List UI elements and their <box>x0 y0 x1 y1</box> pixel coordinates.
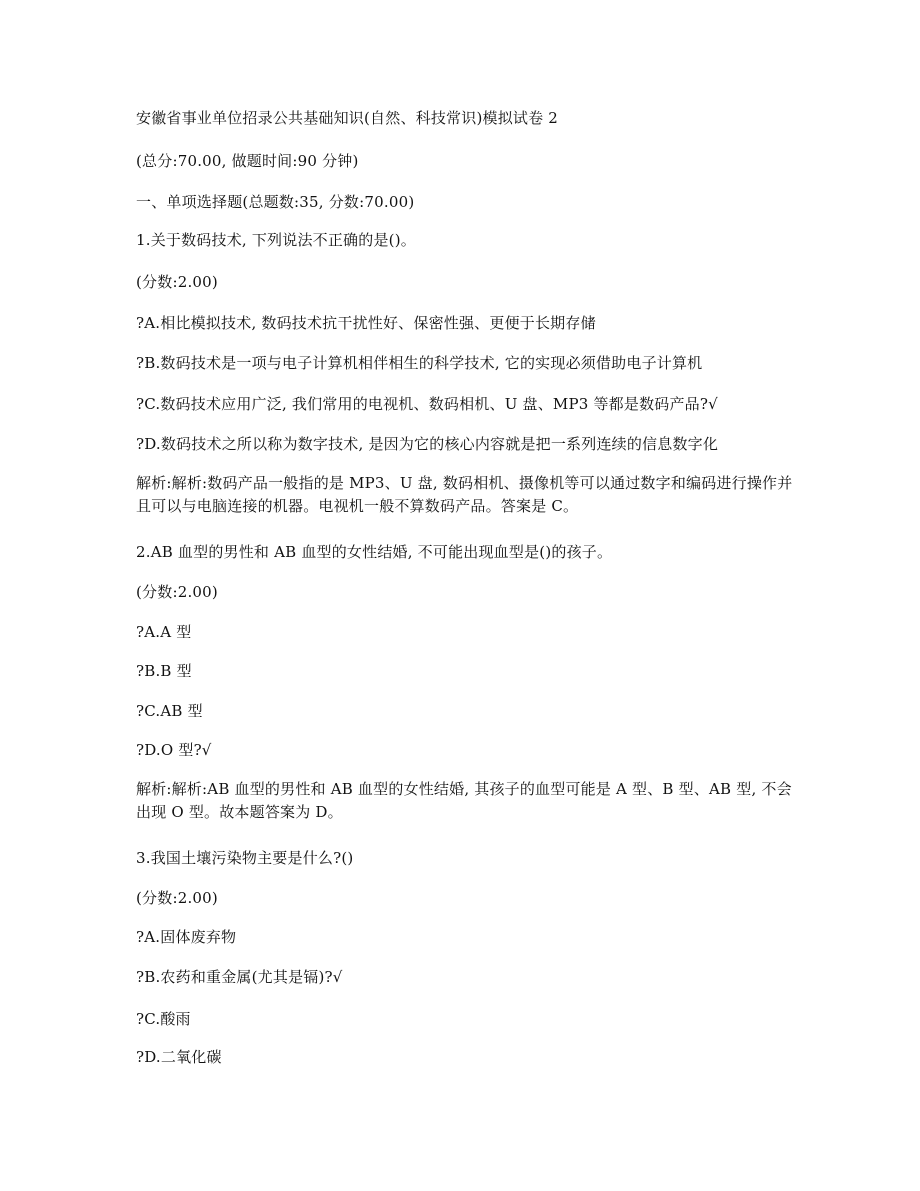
question-stem: 2.AB 血型的男性和 AB 血型的女性结婚, 不可能出现血型是()的孩子。 <box>136 543 613 561</box>
option-d: ?D.二氧化碳 <box>136 1048 222 1066</box>
exam-meta: (总分:70.00, 做题时间:90 分钟) <box>136 152 359 170</box>
answer-analysis: 解析:解析:数码产品一般指的是 MP3、U 盘, 数码相机、摄像机等可以通过数字和编码进行操作并且可以与电脑连接的机器。电视机一般不算数码产品。答案是 C。 <box>136 474 793 515</box>
question-score: (分数:2.00) <box>136 889 218 907</box>
option-d: ?D.数码技术之所以称为数字技术, 是因为它的核心内容就是把一系列连续的信息数字化 <box>136 435 719 453</box>
section-heading: 一、单项选择题(总题数:35, 分数:70.00) <box>136 193 415 211</box>
option-b: ?B.B 型 <box>136 662 192 680</box>
question-score: (分数:2.00) <box>136 583 218 601</box>
option-b: ?B.数码技术是一项与电子计算机相伴相生的科学技术, 它的实现必须借助电子计算机 <box>136 354 703 372</box>
option-c: ?C.酸雨 <box>136 1010 191 1028</box>
question-stem: 3.我国土壤污染物主要是什么?() <box>136 849 354 867</box>
option-a: ?A.相比模拟技术, 数码技术抗干扰性好、保密性强、更便于长期存储 <box>136 314 596 332</box>
answer-analysis: 解析:解析:AB 血型的男性和 AB 血型的女性结婚, 其孩子的血型可能是 A 型、B 型、AB 型, 不会出现 O 型。故本题答案为 D。 <box>136 780 792 821</box>
document-title: 安徽省事业单位招录公共基础知识(自然、科技常识)模拟试卷 2 <box>136 109 559 127</box>
option-d: ?D.O 型?√ <box>136 741 212 759</box>
option-c: ?C.数码技术应用广泛, 我们常用的电视机、数码相机、U 盘、MP3 等都是数码产品?√ <box>136 395 718 413</box>
option-a: ?A.固体废弃物 <box>136 928 237 946</box>
option-a: ?A.A 型 <box>136 623 192 641</box>
option-b: ?B.农药和重金属(尤其是镉)?√ <box>136 968 343 986</box>
option-c: ?C.AB 型 <box>136 702 203 720</box>
question-score: (分数:2.00) <box>136 273 218 291</box>
question-stem: 1.关于数码技术, 下列说法不正确的是()。 <box>136 231 416 249</box>
